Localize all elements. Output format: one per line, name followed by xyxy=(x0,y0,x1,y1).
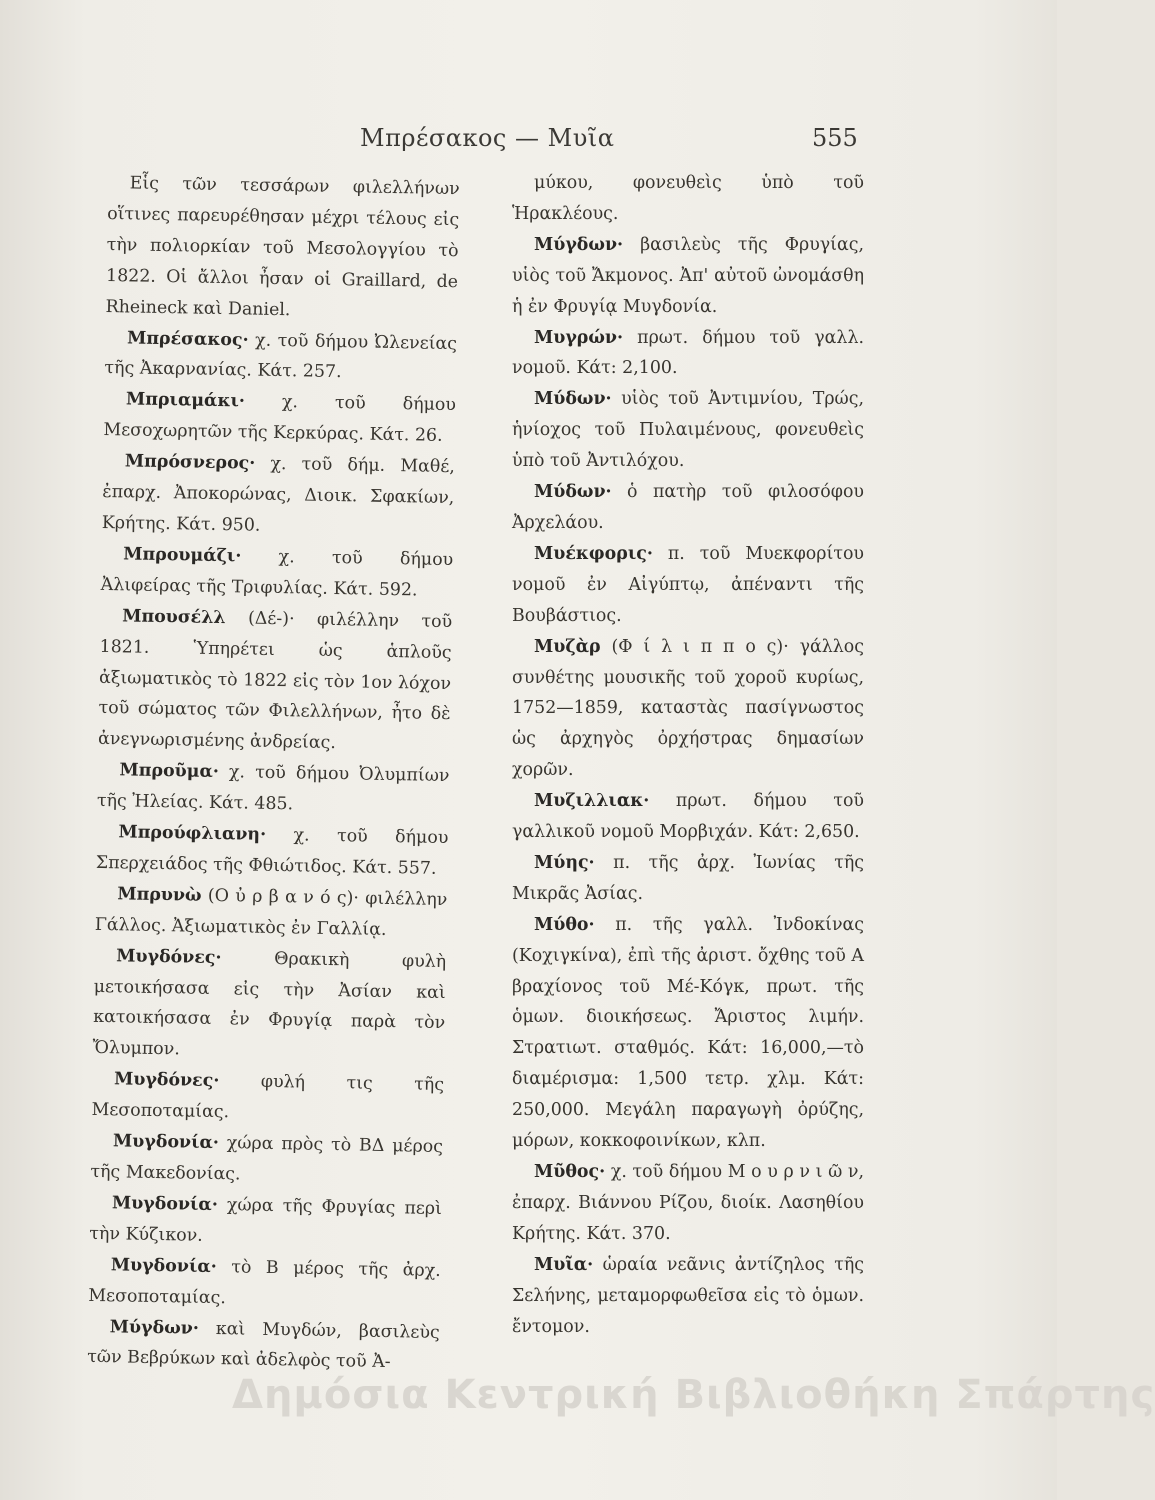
entry-headword: Μυῖα· xyxy=(534,1254,594,1275)
entry-headword: Μπροῦμα· xyxy=(119,760,220,783)
entry-continuation xyxy=(105,168,460,329)
entry-headword: Μπουσέλλ xyxy=(122,606,226,628)
right-column xyxy=(512,168,864,1342)
entry-headword: Μυγδονία· xyxy=(110,1254,217,1277)
left-column xyxy=(87,168,460,1379)
entry-headword: Μύης· xyxy=(534,852,595,873)
dictionary-entry xyxy=(512,1250,864,1343)
entry-text: Θρακικὴ φυλὴ μετοικήσασα εἰς τὴν Ἀσίαν καὶ κατοικήσασα ἐν Φρυγίᾳ παρὰ τὸν Ὄλυμπον. xyxy=(92,947,447,1060)
entry-text: ὁ πατὴρ τοῦ φιλοσόφου Ἀρχελάου. xyxy=(512,482,864,533)
entry-text: (Ο ὐ ρ β α ν ό ς)· φιλέλλην Γάλλος. Ἀξιωματικὸς ἐν Γαλλίᾳ. xyxy=(94,885,448,940)
entry-text: χ. τοῦ δήμου Ὀλυμπίων τῆς Ἠλείας. Κάτ. 485. xyxy=(96,762,450,815)
entry-headword: Μύθο· xyxy=(534,914,595,935)
entry-headword: Μύγδων· xyxy=(534,234,624,255)
dictionary-entry xyxy=(512,539,864,632)
library-watermark: Δημόσια Κεντρική Βιβλιοθήκη Σπάρτης xyxy=(232,1372,1155,1418)
entry-text: καὶ Μυγδών, βασιλεὺς τῶν Βεβρύκων καὶ ἀδελφὸς τοῦ Ἀ- xyxy=(87,1318,440,1373)
dictionary-entry xyxy=(512,323,864,385)
dictionary-entry xyxy=(103,384,456,452)
entry-text: Εἷς τῶν τεσσάρων φιλελλήνων οἵτινες παρευρέθησαν μέχρι τέλους εἰς τὴν πολιορκίαν τοῦ Μεσολογγίου τὸ 1822. Οἱ ἄλλοι ἦσαν οἱ Graillard, de Rheineck καὶ Daniel. xyxy=(105,173,460,320)
dictionary-entry xyxy=(88,1250,441,1318)
entry-headword: Μυγδονία· xyxy=(112,1131,220,1154)
running-title: Μπρέσακος — Μυῖα xyxy=(360,124,615,152)
entry-text: πρωτ. δήμου τοῦ γαλλικοῦ νομοῦ Μορβιχάν. Κάτ: 2,650. xyxy=(512,791,864,843)
dictionary-entry xyxy=(95,879,448,947)
entry-headword: Μπρόσνερος· xyxy=(124,451,256,474)
entry-headword: Μύγδων· xyxy=(109,1316,200,1339)
entry-text: φυλή τις τῆς Μεσοποταμίας. xyxy=(91,1071,445,1123)
entry-headword: Μυγδονία· xyxy=(111,1193,219,1215)
entry-text: χ. τοῦ δήμου Μ ο υ ρ ν ι ῶ ν, ἐπαρχ. Βιάννου Ρίζου, διοίκ. Λασηθίου Κρήτης. Κάτ. 370. xyxy=(512,1162,864,1244)
entry-text: μύκου, φονευθεὶς ὑπὸ τοῦ Ἡρακλέους. xyxy=(512,173,864,224)
entry-headword: Μῦθος· xyxy=(534,1162,606,1182)
entry-headword: Μπρυνὼ xyxy=(117,884,202,906)
entry-headword: Μπρουμάζι· xyxy=(123,544,242,567)
dictionary-entry xyxy=(97,755,450,823)
dictionary-entry xyxy=(91,1064,444,1132)
entry-text: (Δέ-)· φιλέλλην τοῦ 1821. Ὑπηρέτει ὡς ἁπλοῦς ἀξιωματικὸς τὸ 1822 εἰς τὸν 1ον λόχον τοῦ σώματος τῶν Φιλελλήνων, ἦτο δὲ ἀνεγνωρισμένης ἀνδρείας. xyxy=(97,607,453,754)
entry-headword: Μπρέσακος· xyxy=(126,327,249,351)
dictionary-entry xyxy=(102,446,456,545)
entry-text: (Φ ί λ ι π π ο ς)· γάλλος συνθέτης μουσικῆς τοῦ χοροῦ κυρίως, 1752—1859, καταστὰς πασίγνωστος ὡς ἀρχηγὸς ὀρχήστρας δημασίων χορῶν. xyxy=(512,636,864,781)
dictionary-entry xyxy=(87,1311,440,1379)
dictionary-entry xyxy=(96,817,449,885)
dictionary-entry xyxy=(512,230,864,323)
entry-continuation xyxy=(512,168,864,230)
dictionary-entry xyxy=(92,941,446,1071)
entry-text: ὡραία νεᾶνις ἀντίζηλος τῆς Σελήνης, μεταμορφωθεῖσα εἰς τὸ ὁμων. ἔντομον. xyxy=(512,1254,864,1337)
entry-headword: Μυγδόνες· xyxy=(113,1069,220,1092)
entry-headword: Μυέκφορις· xyxy=(534,543,653,564)
entry-headword: Μύδων· xyxy=(534,482,612,503)
dictionary-entry xyxy=(512,848,864,910)
dictionary-entry xyxy=(512,477,864,539)
entry-text: χ. τοῦ δήμου Σπερχειάδος τῆς Φθιώτιδος. Κάτ. 557. xyxy=(95,824,449,879)
page-number: 555 xyxy=(812,124,858,152)
entry-headword: Μυζὰρ xyxy=(534,636,601,657)
entry-text: χ. τοῦ δήμου Ἀλιφείρας τῆς Τριφυλίας. Κάτ. 592. xyxy=(100,546,454,601)
entry-text: τὸ Β μέρος τῆς ἀρχ. Μεσοποταμίας. xyxy=(88,1256,441,1308)
dictionary-entry xyxy=(89,1188,442,1256)
entry-text: υἱὸς τοῦ Ἀντιμνίου, Τρώς, ἡνίοχος τοῦ Πυλαιμένους, φονευθεὶς ὑπὸ τοῦ Ἀντιλόχου. xyxy=(512,389,864,472)
running-head xyxy=(0,122,1057,162)
entry-text: π. τῆς γαλλ. Ἰνδοκίνας (Κοχιγκίνα), ἐπὶ τῆς ἀριστ. ὄχθης τοῦ Α βραχίονος τοῦ Μέ-Κόγκ, πρωτ. τῆς ὁμων. διοικήσεως. Ἄριστος λιμήν. Στρατιωτ. σταθμός. Κάτ: 16,000,—τὸ διαμέρισμα: 1,500 τετρ. χλμ. Κάτ: 250,000. Μεγάλη παραγωγὴ ὀρύζης, μόρων, κοκκοφοινίκων, κλπ. xyxy=(512,914,864,1152)
dictionary-entry xyxy=(100,539,453,607)
entry-headword: Μπρούφλιανη· xyxy=(118,822,267,845)
entry-text: βασιλεὺς τῆς Φρυγίας, υἱὸς τοῦ Ἄκμονος. Ἀπ' αὐτοῦ ὠνομάσθη ἡ ἐν Φρυγίᾳ Μυγδονία. xyxy=(512,234,864,317)
entry-headword: Μπριαμάκι· xyxy=(125,389,246,412)
entry-text: χώρα πρὸς τὸ ΒΔ μέρος τῆς Μακεδονίας. xyxy=(90,1133,444,1185)
entry-text: χώρα τῆς Φρυγίας περὶ τὴν Κύζικον. xyxy=(89,1194,443,1246)
dictionary-entry xyxy=(512,786,864,848)
entry-text: π. τοῦ Μυεκφορίτου νομοῦ ἐν Αἰγύπτῳ, ἀπέναντι τῆς Βουβάστιος. xyxy=(512,543,864,626)
entry-text: χ. τοῦ δήμ. Μαθέ, ἐπαρχ. Ἀποκορώνας, Διοικ. Σφακίων, Κρήτης. Κάτ. 950. xyxy=(101,453,456,536)
dictionary-entry xyxy=(98,601,453,762)
entry-text: π. τῆς ἀρχ. Ἰωνίας τῆς Μικρᾶς Ἀσίας. xyxy=(512,852,864,904)
entry-text: πρωτ. δήμου τοῦ γαλλ. νομοῦ. Κάτ: 2,100. xyxy=(512,327,864,379)
entry-headword: Μυζιλλιακ· xyxy=(534,791,650,812)
dictionary-entry xyxy=(512,1157,864,1250)
dictionary-entry xyxy=(104,323,457,391)
dictionary-entry xyxy=(90,1126,443,1194)
entry-headword: Μυγδόνες· xyxy=(116,945,222,968)
entry-headword: Μύδων· xyxy=(534,389,612,410)
entry-text: χ. τοῦ δήμου Μεσοχωρητῶν τῆς Κερκύρας. Κάτ. 26. xyxy=(103,391,457,447)
dictionary-entry xyxy=(512,384,864,477)
dictionary-entry xyxy=(512,632,864,787)
entry-text: χ. τοῦ δήμου Ὠλενείας τῆς Ἀκαρνανίας. Κάτ. 257. xyxy=(104,330,458,383)
dictionary-entry xyxy=(512,910,864,1157)
entry-headword: Μυγρών· xyxy=(534,327,624,348)
